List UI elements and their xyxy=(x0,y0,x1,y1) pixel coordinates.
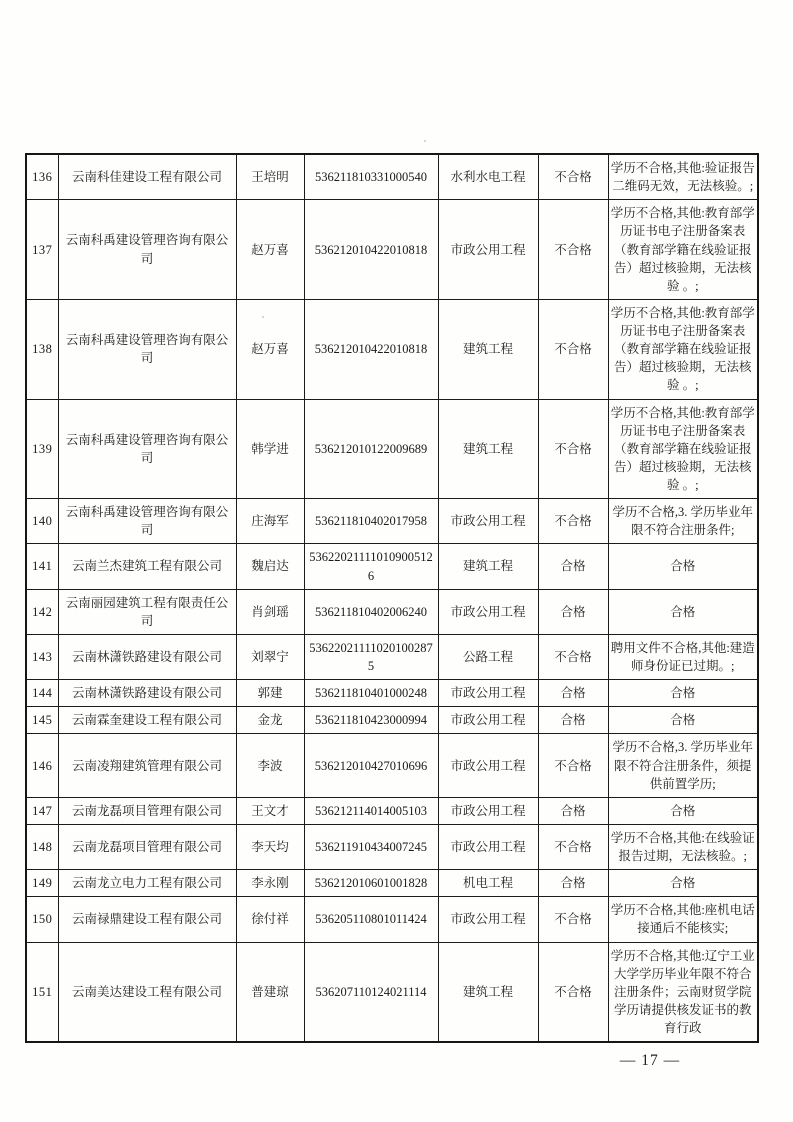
cell-remark: 合格 xyxy=(608,680,758,707)
cell-id-number: 536220211110201002875 xyxy=(304,634,438,679)
cell-id-number: 536212010427010696 xyxy=(304,734,438,797)
cell-person-name: 徐付祥 xyxy=(236,897,304,942)
cell-row-number: 149 xyxy=(26,870,58,897)
cell-major: 水利水电工程 xyxy=(438,154,538,200)
table-row xyxy=(26,870,758,897)
table-row xyxy=(26,399,758,499)
cell-id-number: 536220211110109005126 xyxy=(304,544,438,589)
cell-company-name: 云南科禹建设管理咨询有限公司 xyxy=(58,200,236,300)
cell-id-number: 536211810402006240 xyxy=(304,589,438,634)
cell-major: 建筑工程 xyxy=(438,544,538,589)
table-row xyxy=(26,734,758,797)
cell-major: 市政公用工程 xyxy=(438,680,538,707)
cell-remark: 合格 xyxy=(608,589,758,634)
cell-person-name: 韩学进 xyxy=(236,399,304,499)
cell-id-number: 536211810402017958 xyxy=(304,499,438,544)
cell-remark: 合格 xyxy=(608,707,758,734)
cell-major: 公路工程 xyxy=(438,634,538,679)
cell-id-number: 536211810331000540 xyxy=(304,154,438,200)
cell-company-name: 云南林潇铁路建设有限公司 xyxy=(58,634,236,679)
table-row xyxy=(26,942,758,1042)
cell-major: 建筑工程 xyxy=(438,299,538,399)
cell-id-number: 536212010601001828 xyxy=(304,870,438,897)
cell-row-number: 137 xyxy=(26,200,58,300)
table-row xyxy=(26,897,758,942)
cell-person-name: 金龙 xyxy=(236,707,304,734)
cell-result: 合格 xyxy=(538,707,608,734)
cell-person-name: 肖剑瑶 xyxy=(236,589,304,634)
cell-row-number: 151 xyxy=(26,942,58,1042)
cell-id-number: 536212010422010818 xyxy=(304,200,438,300)
cell-company-name: 云南科佳建设工程有限公司 xyxy=(58,154,236,200)
cell-result: 不合格 xyxy=(538,824,608,869)
table-row xyxy=(26,589,758,634)
cell-major: 市政公用工程 xyxy=(438,734,538,797)
cell-row-number: 140 xyxy=(26,499,58,544)
cell-company-name: 云南林潇铁路建设有限公司 xyxy=(58,680,236,707)
cell-person-name: 庄海军 xyxy=(236,499,304,544)
page-number: — 17 — xyxy=(619,1052,681,1069)
cell-id-number: 536205110801011424 xyxy=(304,897,438,942)
cell-remark: 学历不合格,其他:验证报告二维码无效，无法核验。; xyxy=(608,154,758,200)
cell-result: 不合格 xyxy=(538,200,608,300)
cell-major: 建筑工程 xyxy=(438,942,538,1042)
review-table xyxy=(25,153,759,1043)
cell-person-name: 赵万喜 xyxy=(236,299,304,399)
cell-result: 合格 xyxy=(538,797,608,824)
cell-result: 不合格 xyxy=(538,299,608,399)
cell-company-name: 云南龙磊项目管理有限公司 xyxy=(58,824,236,869)
cell-result: 合格 xyxy=(538,680,608,707)
table-row xyxy=(26,200,758,300)
cell-major: 市政公用工程 xyxy=(438,824,538,869)
cell-company-name: 云南霖奎建设工程有限公司 xyxy=(58,707,236,734)
cell-row-number: 144 xyxy=(26,680,58,707)
cell-major: 市政公用工程 xyxy=(438,499,538,544)
cell-row-number: 147 xyxy=(26,797,58,824)
cell-company-name: 云南科禹建设管理咨询有限公司 xyxy=(58,399,236,499)
cell-result: 不合格 xyxy=(538,734,608,797)
cell-major: 机电工程 xyxy=(438,870,538,897)
cell-person-name: 王文才 xyxy=(236,797,304,824)
cell-result: 不合格 xyxy=(538,499,608,544)
cell-result: 合格 xyxy=(538,544,608,589)
cell-major: 市政公用工程 xyxy=(438,200,538,300)
cell-row-number: 139 xyxy=(26,399,58,499)
cell-major: 市政公用工程 xyxy=(438,707,538,734)
cell-remark: 学历不合格,其他:教育部学历证书电子注册备案表（教育部学籍在线验证报告）超过核验期，无法核验 。; xyxy=(608,200,758,300)
table-row xyxy=(26,499,758,544)
table-row xyxy=(26,797,758,824)
cell-row-number: 142 xyxy=(26,589,58,634)
cell-id-number: 536212114014005103 xyxy=(304,797,438,824)
cell-company-name: 云南科禹建设管理咨询有限公司 xyxy=(58,499,236,544)
cell-company-name: 云南丽园建筑工程有限责任公司 xyxy=(58,589,236,634)
cell-company-name: 云南兰杰建筑工程有限公司 xyxy=(58,544,236,589)
cell-person-name: 赵万喜 xyxy=(236,200,304,300)
cell-person-name: 普建琼 xyxy=(236,942,304,1042)
table-row xyxy=(26,154,758,200)
cell-row-number: 148 xyxy=(26,824,58,869)
cell-id-number: 536211810423000994 xyxy=(304,707,438,734)
cell-person-name: 李波 xyxy=(236,734,304,797)
review-table-body xyxy=(26,154,758,1042)
cell-company-name: 云南美达建设工程有限公司 xyxy=(58,942,236,1042)
cell-remark: 合格 xyxy=(608,544,758,589)
cell-row-number: 143 xyxy=(26,634,58,679)
cell-result: 合格 xyxy=(538,589,608,634)
cell-result: 不合格 xyxy=(538,897,608,942)
cell-person-name: 李永刚 xyxy=(236,870,304,897)
cell-remark: 合格 xyxy=(608,870,758,897)
cell-person-name: 王培明 xyxy=(236,154,304,200)
cell-result: 不合格 xyxy=(538,399,608,499)
cell-person-name: 李天均 xyxy=(236,824,304,869)
cell-remark: 学历不合格,其他:在线验证报告过期，无法核验。; xyxy=(608,824,758,869)
cell-major: 市政公用工程 xyxy=(438,797,538,824)
cell-remark: 学历不合格,其他:辽宁工业大学学历毕业年限不符合注册条件；云南财贸学院学历请提供核发证书的教育行政 xyxy=(608,942,758,1042)
cell-major: 建筑工程 xyxy=(438,399,538,499)
cell-result: 不合格 xyxy=(538,634,608,679)
cell-company-name: 云南龙磊项目管理有限公司 xyxy=(58,797,236,824)
cell-id-number: 536207110124021114 xyxy=(304,942,438,1042)
cell-remark: 学历不合格,其他:教育部学历证书电子注册备案表（教育部学籍在线验证报告）超过核验期，无法核验 。; xyxy=(608,299,758,399)
cell-major: 市政公用工程 xyxy=(438,589,538,634)
cell-remark: 聘用文件不合格,其他:建造师身份证已过期。; xyxy=(608,634,758,679)
cell-row-number: 150 xyxy=(26,897,58,942)
cell-id-number: 536212010422010818 xyxy=(304,299,438,399)
cell-row-number: 138 xyxy=(26,299,58,399)
cell-row-number: 136 xyxy=(26,154,58,200)
cell-company-name: 云南禄鼎建设工程有限公司 xyxy=(58,897,236,942)
cell-remark: 学历不合格,其他:教育部学历证书电子注册备案表（教育部学籍在线验证报告）超过核验期，无法核验 。; xyxy=(608,399,758,499)
scan-artifact xyxy=(424,140,426,142)
cell-company-name: 云南凌翔建筑管理有限公司 xyxy=(58,734,236,797)
cell-remark: 学历不合格,3. 学历毕业年限不符合注册条件，须提供前置学历; xyxy=(608,734,758,797)
cell-result: 合格 xyxy=(538,870,608,897)
table-row xyxy=(26,707,758,734)
table-row xyxy=(26,824,758,869)
cell-major: 市政公用工程 xyxy=(438,897,538,942)
cell-company-name: 云南科禹建设管理咨询有限公司 xyxy=(58,299,236,399)
cell-id-number: 536211810401000248 xyxy=(304,680,438,707)
cell-remark: 学历不合格,3. 学历毕业年限不符合注册条件; xyxy=(608,499,758,544)
cell-result: 不合格 xyxy=(538,942,608,1042)
cell-id-number: 536212010122009689 xyxy=(304,399,438,499)
cell-remark: 合格 xyxy=(608,797,758,824)
cell-row-number: 141 xyxy=(26,544,58,589)
table-row xyxy=(26,680,758,707)
cell-row-number: 145 xyxy=(26,707,58,734)
cell-id-number: 536211910434007245 xyxy=(304,824,438,869)
cell-person-name: 郭建 xyxy=(236,680,304,707)
cell-person-name: 魏启达 xyxy=(236,544,304,589)
table-row xyxy=(26,299,758,399)
cell-row-number: 146 xyxy=(26,734,58,797)
table-row xyxy=(26,544,758,589)
table-row xyxy=(26,634,758,679)
cell-result: 不合格 xyxy=(538,154,608,200)
cell-remark: 学历不合格,其他:座机电话接通后不能核实; xyxy=(608,897,758,942)
cell-person-name: 刘翠宁 xyxy=(236,634,304,679)
cell-company-name: 云南龙立电力工程有限公司 xyxy=(58,870,236,897)
